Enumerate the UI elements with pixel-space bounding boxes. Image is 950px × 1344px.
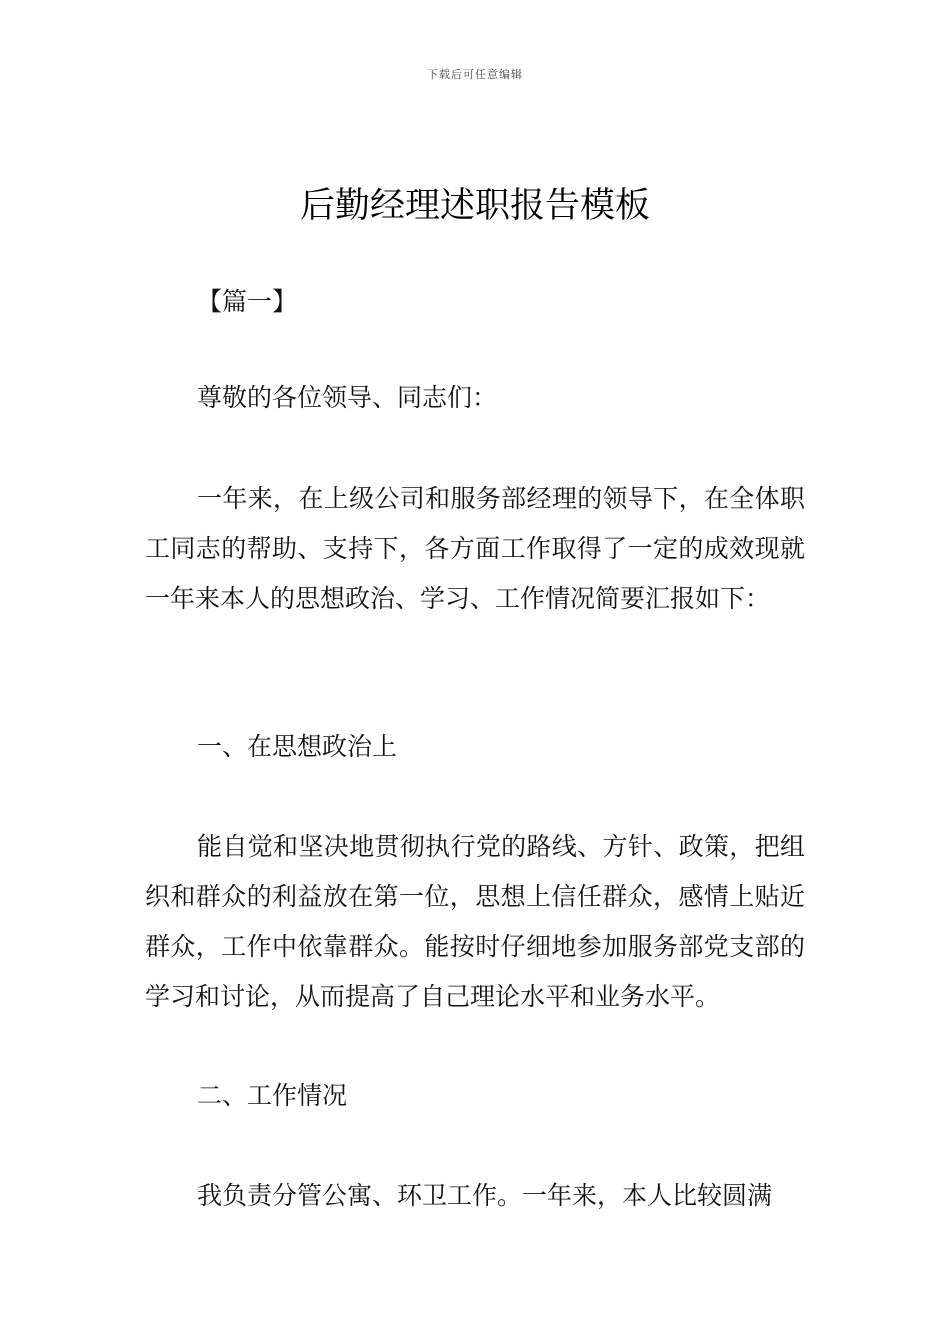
work-paragraph: 我负责分管公寓、环卫工作。一年来，本人比较圆满 xyxy=(197,1181,773,1210)
section-heading-work: 二、工作情况 xyxy=(197,1081,348,1110)
section-label: 【篇一】 xyxy=(197,287,298,316)
politics-paragraph: 能自觉和坚决地贯彻执行党的路线、方针、政策，把组织和群众的利益放在第一位，思想上信任群众，感情上贴近群众，工作中依靠群众。能按时仔细地参加服务部党支部的学习和讨论，从而提高了自己理论水平和业务水平。 xyxy=(145,832,805,1011)
page-header-note: 下载后可任意编辑 xyxy=(427,68,523,81)
section-heading-politics: 一、在思想政治上 xyxy=(197,732,398,761)
salutation: 尊敬的各位领导、同志们： xyxy=(197,383,498,412)
intro-paragraph: 一年来，在上级公司和服务部经理的领导下，在全体职工同志的帮助、支持下，各方面工作取得了一定的成效现就一年来本人的思想政治、学习、工作情况简要汇报如下： xyxy=(145,484,805,613)
document-title: 后勤经理述职报告模板 xyxy=(299,186,650,226)
